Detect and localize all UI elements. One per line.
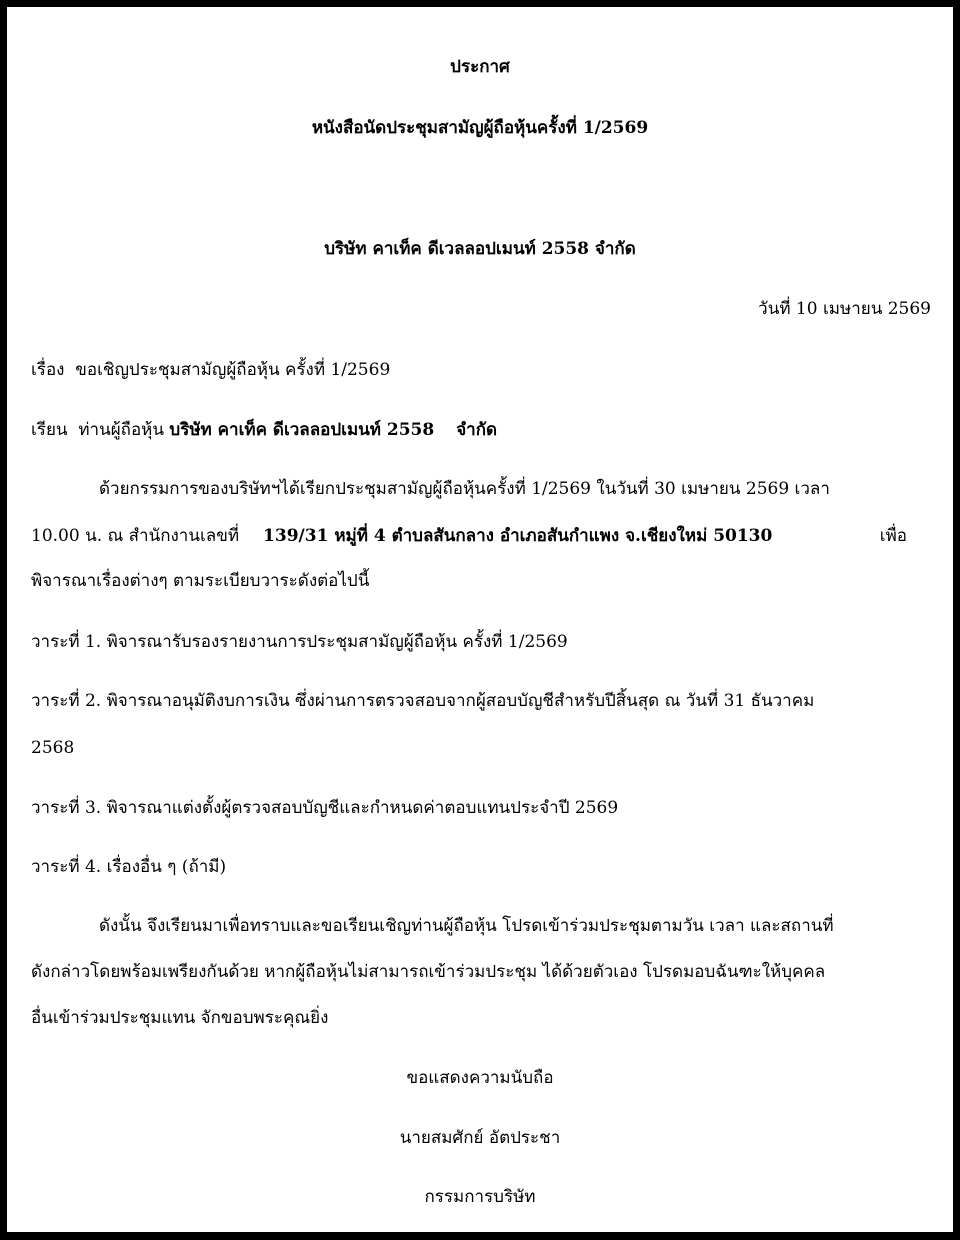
- recipient-prefix: ท่านผู้ถือหุ้น: [78, 420, 165, 440]
- announcement-heading: ประกาศ: [450, 57, 510, 77]
- recipient-line: [31, 422, 497, 439]
- body-para1-line1: ด้วยกรรมการของบริษัทฯได้เรียกประชุมสามัญผู้ถือหุ้นครั้งที่ 1/2569 ในวันที่ 30 เมษายน 2569 เวลา: [99, 479, 830, 499]
- agenda-item-4: วาระที่ 4. เรื่องอื่น ๆ (ถ้ามี): [31, 857, 227, 877]
- company-name: บริษัท คาเท็ค ดีเวลลอปเมนท์ 2558 จำกัด: [324, 239, 636, 259]
- agenda-item-2-continued: 2568: [31, 738, 75, 758]
- body-para1-line2: [31, 528, 907, 545]
- closing-line-3: อื่นเข้าร่วมประชุมแทน จักขอบพระคุณยิ่ง: [31, 1008, 329, 1028]
- meeting-address: 139/31 หมู่ที่ 4 ตำบลสันกลาง อำเภอสันกำแพง จ.เชียงใหม่ 50130: [263, 526, 773, 546]
- body-para1-line2-end: เพื่อ: [879, 526, 907, 546]
- closing-line-1: ดังนั้น จึงเรียนมาเพื่อทราบและขอเรียนเชิญท่านผู้ถือหุ้น โปรดเข้าร่วมประชุมตามวัน เวลา และสถานที่: [99, 916, 834, 936]
- subject-text: ขอเชิญประชุมสามัญผู้ถือหุ้น ครั้งที่ 1/2569: [75, 360, 391, 380]
- closing-line-2: ดังกล่าวโดยพร้อมเพรียงกันด้วย หากผู้ถือหุ้นไม่สามารถเข้าร่วมประชุม ได้ด้วยตัวเอง โปรดมอบฉันฑะให้บุคคล: [31, 962, 826, 982]
- recipient-company-suffix: จำกัด: [456, 420, 498, 440]
- signature-regards: ขอแสดงความนับถือ: [406, 1068, 554, 1088]
- announcement-subheading: หนังสือนัดประชุมสามัญผู้ถือหุ้นครั้งที่ 1/2569: [311, 118, 649, 138]
- signature-title: กรรมการบริษัท: [424, 1187, 536, 1207]
- recipient-label: เรียน: [31, 420, 68, 440]
- body-para1-line3: พิจารณาเรื่องต่างๆ ตามระเบียบวาระดังต่อไปนี้: [31, 571, 370, 591]
- agenda-item-3: วาระที่ 3. พิจารณาแต่งตั้งผู้ตรวจสอบบัญชีและกำหนดค่าตอบแทนประจำปี 2569: [31, 798, 619, 818]
- signature-name: นายสมศักย์ อัตประชา: [399, 1128, 561, 1148]
- recipient-company: บริษัท คาเท็ค ดีเวลลอปเมนท์ 2558: [169, 420, 435, 440]
- agenda-item-2: วาระที่ 2. พิจารณาอนุมัติงบการเงิน ซึ่งผ่านการตรวจสอบจากผู้สอบบัญชีสำหรับปีสิ้นสุด ณ วันที่ 31 ธันวาคม: [31, 691, 815, 711]
- subject-line: [31, 362, 390, 379]
- subject-label: เรื่อง: [31, 360, 65, 380]
- agenda-item-1: วาระที่ 1. พิจารณารับรองรายงานการประชุมสามัญผู้ถือหุ้น ครั้งที่ 1/2569: [31, 632, 568, 652]
- document-sheet: [7, 7, 953, 1232]
- document-date: วันที่ 10 เมษายน 2569: [758, 299, 931, 319]
- meeting-time-text: 10.00 น. ณ สำนักงานเลขที่: [31, 526, 240, 546]
